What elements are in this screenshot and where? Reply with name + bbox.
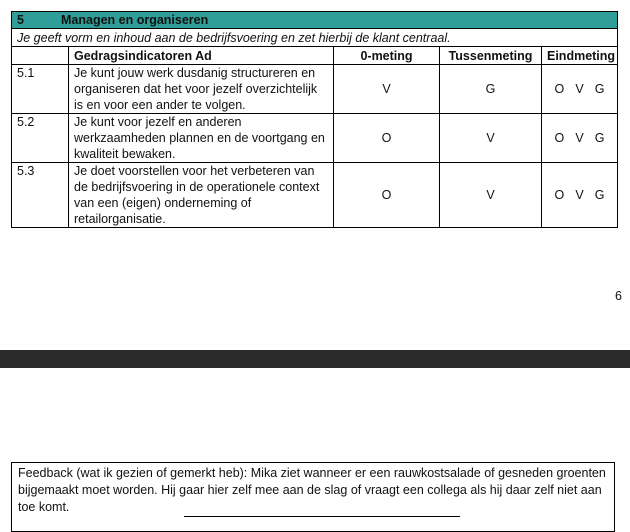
feedback-text: Feedback (wat ik gezien of gemerkt heb): Mika ziet wanneer er een rauwkostsalade of gesneden groenten bijgemaakt moet worden. Hij gaar hier zelf mee aan de slag of vraagt een collega als hij daar zelf niet aan toe komt. (18, 466, 606, 514)
page-separator (0, 350, 630, 368)
row-number: 5.2 (12, 114, 69, 163)
tussenmeting-score: V (440, 114, 542, 163)
page-bottom (0, 368, 630, 518)
section-header-cell (12, 12, 618, 29)
header-indicators: Gedragsindicatoren Ad (69, 47, 334, 65)
page-number: 6 (615, 289, 622, 303)
row-description: Je kunt jouw werk dusdanig structureren en organiseren dat het voor jezelf overzichtelijk is en voor een ander te volgen. (69, 65, 334, 114)
zero-meting-score: O (334, 114, 440, 163)
header-eindmeting: Eindmeting (542, 47, 618, 65)
row-number: 5.1 (12, 65, 69, 114)
tussenmeting-score: G (440, 65, 542, 114)
option-o: O (554, 131, 565, 145)
table-row (12, 163, 618, 228)
feedback-box (11, 462, 615, 532)
eindmeting-options (542, 163, 618, 228)
header-tussenmeting: Tussenmeting (440, 47, 542, 65)
zero-meting-score: V (334, 65, 440, 114)
row-number: 5.3 (12, 163, 69, 228)
section-subtitle: Je geeft vorm en inhoud aan de bedrijfsvoering en zet hierbij de klant centraal. (12, 29, 618, 47)
section-number: 5 (17, 13, 24, 27)
header-zero-meting: 0-meting (334, 47, 440, 65)
section-title: Managen en organiseren (61, 13, 209, 27)
option-o: O (554, 188, 565, 202)
section-subtitle-row (12, 29, 618, 47)
tussenmeting-score: V (440, 163, 542, 228)
column-header-row (12, 47, 618, 65)
row-description: Je doet voorstellen voor het verbeteren van de bedrijfsvoering in de operationele context van een (eigen) onderneming of retailorganisatie. (69, 163, 334, 228)
eindmeting-options (542, 114, 618, 163)
section-header-row (12, 12, 618, 29)
option-g: G (594, 188, 605, 202)
table-row (12, 114, 618, 163)
eindmeting-options (542, 65, 618, 114)
row-description: Je kunt voor jezelf en anderen werkzaamheden plannen en de voortgang en kwaliteit bewaken. (69, 114, 334, 163)
option-o: O (554, 82, 565, 96)
header-empty (12, 47, 69, 65)
rubric-table (11, 11, 618, 228)
signature-line (184, 516, 460, 517)
option-g: G (594, 131, 605, 145)
option-g: G (594, 82, 605, 96)
option-v: V (575, 188, 584, 202)
table-row (12, 65, 618, 114)
zero-meting-score: O (334, 163, 440, 228)
option-v: V (575, 82, 584, 96)
option-v: V (575, 131, 584, 145)
